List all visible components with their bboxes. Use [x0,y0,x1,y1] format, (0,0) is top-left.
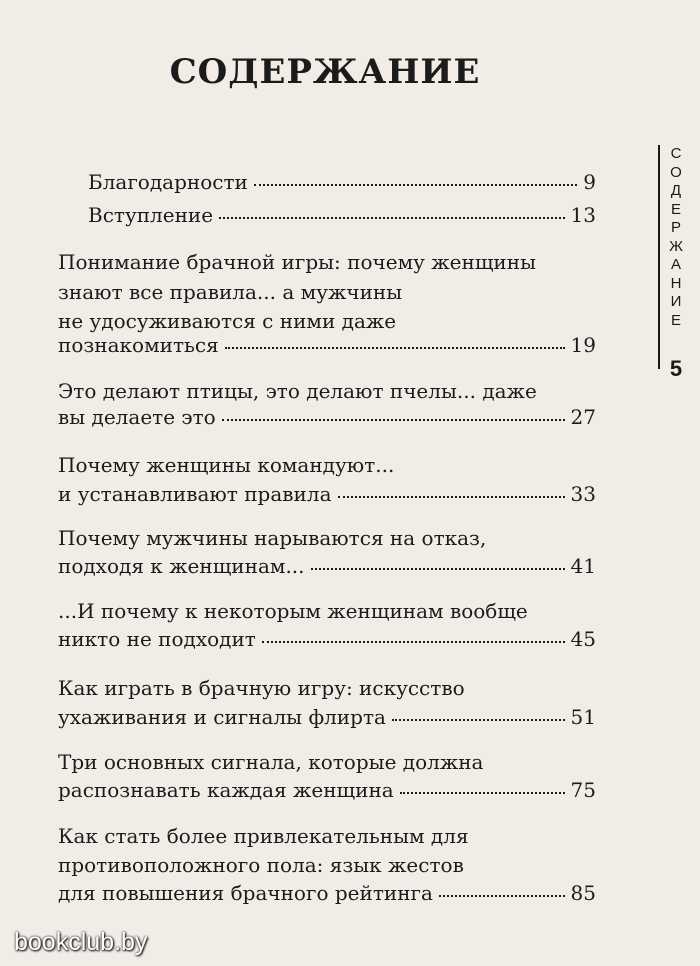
toc-entry-title: ...И почему к некоторым женщинам вообще [58,599,528,623]
toc-entry-page: 33 [570,482,596,506]
dot-leader [311,568,565,570]
toc-entry-line[interactable] [58,707,596,727]
side-header-letter: С [670,145,682,162]
dot-leader [219,217,564,219]
dot-leader [338,496,565,498]
toc-entry-line[interactable] [58,484,596,504]
toc-entry-title: Понимание брачной игры: почему женщины [58,250,536,274]
toc-entry-line[interactable] [58,826,469,846]
toc-entry-line[interactable] [88,205,596,225]
side-header-letter: Н [670,274,682,292]
toc-entry-title: для повышения брачного рейтинга [58,881,433,905]
dot-leader [439,895,565,897]
toc-entry-page: 19 [570,333,596,357]
toc-entry-title: распознавать каждая женщина [58,778,394,802]
toc-entry-line[interactable] [58,629,596,649]
toc-entry-line[interactable] [58,252,536,272]
toc-entry-line[interactable] [58,601,528,621]
toc-entry-title: Это делают птицы, это делают пчелы... даже [58,379,537,403]
dot-leader [400,792,565,794]
toc-entry-title: и устанавливают правила [58,482,332,506]
toc-entry-title: Почему женщины командуют... [58,453,395,477]
toc-entry-title: Три основных сигнала, которые должна [58,750,484,774]
toc-entry-line[interactable] [58,311,396,331]
toc-entry-page: 51 [570,705,596,729]
toc-entry-line[interactable] [58,780,596,800]
toc-entry-page: 75 [570,778,596,802]
toc-entry-line[interactable] [58,282,402,302]
toc-entry-title: Почему мужчины нарываются на отказ, [58,526,487,550]
toc-entry-title: Благодарности [88,170,248,194]
side-header-letter: Е [670,200,681,218]
toc-entry-line[interactable] [58,528,486,548]
toc-entry-title: вы делаете это [58,405,216,429]
toc-entry-page: 45 [570,627,596,651]
toc-entry-page: 27 [570,405,596,429]
toc-entry-line[interactable] [58,407,596,427]
toc-entry-title: Вступление [88,203,214,227]
page-number: 5 [669,356,683,381]
page-title: СОДЕРЖАНИЕ [169,52,481,92]
toc-entry-line[interactable] [58,455,394,475]
side-header-letter: Ж [669,237,683,255]
toc-entry-page: 85 [570,881,596,905]
toc-entry-title: не удосуживаются с ними даже [58,309,397,333]
toc-entry-title: ухаживания и сигналы флирта [58,705,386,729]
toc-entry-line[interactable] [58,381,537,401]
toc-entry-title: Как стать более привлекательным для [58,824,469,848]
toc-entry-title: познакомиться [58,333,219,357]
toc-entry-page: 13 [570,203,596,227]
dot-leader [254,184,577,186]
side-header-letter: А [670,256,681,273]
toc-entry-title: Как играть в брачную игру: искусство [58,676,465,700]
toc-entry-line[interactable] [88,172,596,192]
side-header-letter: Е [670,311,681,329]
side-header-letter: Д [670,182,682,199]
dot-leader [225,347,565,349]
side-header-letter: О [670,163,682,181]
dot-leader [392,719,565,721]
dot-leader [262,641,565,643]
toc-entry-page: 41 [570,554,596,578]
toc-entry-line[interactable] [58,883,596,903]
toc-entry-line[interactable] [58,556,596,576]
toc-entry-title: знают все правила... а мужчины [58,280,403,304]
toc-entry-page: 9 [583,170,596,194]
watermark: bookclub.by [14,928,148,956]
dot-leader [222,419,565,421]
toc-entry-title: никто не подходит [58,627,256,651]
toc-entry-title: подходя к женщинам... [58,554,305,578]
toc-entry-line[interactable] [58,752,483,772]
toc-entry-title: противоположного пола: язык жестов [58,853,464,877]
toc-entry-line[interactable] [58,335,596,355]
side-header-letter: И [670,293,682,310]
toc-entry-line[interactable] [58,678,465,698]
side-header-letter: Р [670,219,681,236]
toc-entry-line[interactable] [58,855,464,875]
